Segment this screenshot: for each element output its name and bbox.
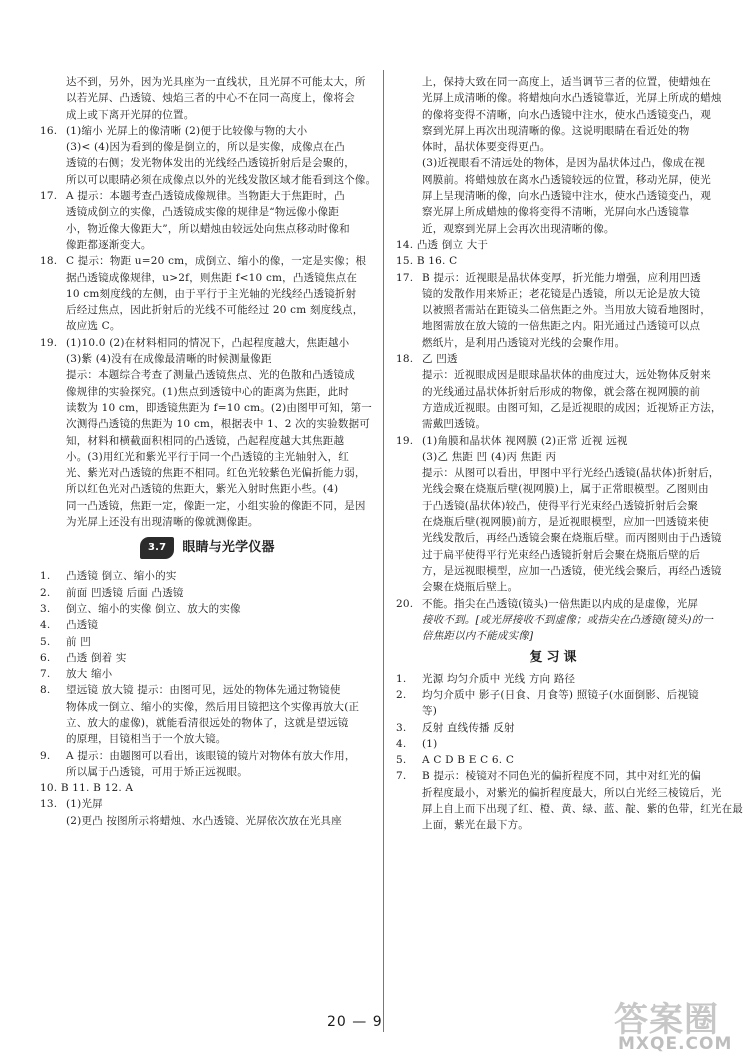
answer-1: 1. 凸透镜 倒立、缩小的实 <box>40 570 177 583</box>
answer-7: 7. 放大 缩小 <box>40 668 113 681</box>
answer-17-right: 17. B 提示：近视眼是晶状体变厚，折光能力增强，应利用凹透 镜的发散作用来矫正；老花镜是凸透镜，所以无论是放大镜 以被照者需站在距镜头二倍焦距之外。当用放大镜看地图时， 地图需放在放大镜的一倍焦距之内。阳光通过凸透镜可以点 燃纸片，是利用凸透镜对光线的会聚作用。 <box>396 271 711 349</box>
answer-20: 20. 不能。指尖在凸透镜(镜头)一倍焦距以内成的是虚像，光屏 接收不到。[或光屏接收不到虚像；或指尖在凸透镜(镜头)的一 倍焦距以内不能成实像] <box>396 597 714 643</box>
answer-2: 2. 前面 凹透镜 后面 凸透镜 <box>40 586 184 599</box>
site-watermark <box>604 992 736 1056</box>
continued-text: 达不到，另外，因为光具座为一直线状，且光屏不可能太大，所 以若光屏、凸透镜、烛焰三者的中心不在同一高度上，像将会 成上或下离开光屏的位置。 <box>66 76 366 121</box>
answer-18: 18. C 提示：物距 u=20 cm，成倒立、缩小的像，一定是实像；根 据凸透镜成像规律，u>2f，则焦距 f<10 cm，凸透镜焦点在 10 cm刻度线的左侧，由于平行于主光轴的光线经凸透镜折射 后经过焦点，因此折射后的光线不可能经过 20 cm 刻度线点， 故应选 C。 <box>40 255 367 333</box>
right-column <box>396 74 743 834</box>
answer-18-right: 18. 乙 凹透 提示：近视眼成因是眼球晶状体的曲度过大，远处物体反射来 的光线通过晶状体折射后形成的物像，就会落在视网膜的前 方造成近视眼。由图可知，乙是近视眼的成因；近视矫正方法， 需戴凹透镜。 <box>396 353 722 431</box>
answers-15-16: 15. B 16. C <box>396 255 458 268</box>
review-answer-1: 1. 光源 均匀介质中 光线 方向 路径 <box>396 672 576 685</box>
review-answer-2: 2. 均匀介质中 影子(日食、月食等) 照镜子(水面倒影、后视镜 等) <box>396 688 699 718</box>
answer-4: 4. 凸透镜 <box>40 619 99 632</box>
answer-6: 6. 凸透 倒着 实 <box>40 651 127 664</box>
continued-text-13: 上，保持大致在同一高度上，适当调节三者的位置，使蜡烛在 光屏上成清晰的像。将蜡烛向水凸透镜靠近，光屏上所成的蜡烛 的像将变得不清晰，向水凸透镜中注水，使水凸透镜变凸，观 察到光屏上再次出现清晰的像。这说明眼睛在看近处的物 体时，晶状体要变得更凸。 (3)近视眼看不清远处的物体，是因为晶状体过凸，像成在视 网膜前。将蜡烛放在离水凸透镜较远的位置，移动光屏，使光 屏上呈现清晰的像，向水凸透镜中注水，使水凸透镜变凸，观 察光屏上所成蜡烛的像将变得不清晰，光屏向水凸透镜靠 近，观察到光屏上会再次出现清晰的像。 <box>422 76 722 235</box>
review-answer-4: 4. (1) <box>396 737 438 750</box>
answer-8: 8. 望远镜 放大镜 提示：由图可见，远处的物体先通过物镜使 物体成一倒立、缩小的实像，然后用目镜把这个实像再放大(正 立、放大的虚像)，就能看清很远处的物体了，这就是望远镜 的原理，目镜相当于一个放大镜。 <box>40 684 360 746</box>
answer-16: 16. (1)缩小 光屏上的像清晰 (2)便于比较像与物的大小 (3)< (4)因为看到的像是倒立的，所以是实像，成像点在凸 透镜的右侧；发光物体发出的光线经凸透镜折射后是会聚的， 所以可以眼睛必须在成像点以外的光线发散区域才能看到这个像。 <box>40 124 377 186</box>
answer-3: 3. 倒立、缩小的实像 倒立、放大的实像 <box>40 602 241 615</box>
section-heading <box>140 536 368 560</box>
answer-13: 13. (1)光屏 (2)更凸 按图所示将蜡烛、水凸透镜、光屏依次放在光具座 <box>40 798 342 827</box>
answer-17: 17. A 提示：本题考查凸透镜成像规律。当物距大于焦距时，凸 透镜成倒立的实像，凸透镜成实像的规律是“物远像小像距 小，物近像大像距大”，所以蜡烛由较远处向焦点移动时像和 像距都逐渐变大。 <box>40 190 350 251</box>
answer-19-right: 19. (1)角膜和晶状体 视网膜 (2)正常 近视 远视 (3)乙 焦距 凹 (4)丙 焦距 丙 提示：从图可以看出，甲图中平行光经凸透镜(晶状体)折射后， 光线会聚在烧瓶后壁(视网膜)上，属于正常眼模型。乙图则由 于凸透镜(晶状体)较凸，使得平行光束经凸透镜折射后会聚 在烧瓶后壁(视网膜)前方，是近视眼模型，应加一凹透镜来使 光线发散后，再经凸透镜会聚在烧瓶后壁。而丙图则由于凸透镜 过于扁平使得平行光束经凸透镜折射后会聚在烧瓶后壁的后 方，是远视眼模型，应加一凸透镜，使光线会聚后，再经凸透镜 会聚在烧瓶后壁上。 <box>396 434 722 594</box>
answer-14: 14. 凸透 倒立 大于 <box>396 238 489 251</box>
watermark-url: MXQE.COM <box>618 1034 733 1054</box>
section-number-badge: 3.7 <box>140 537 174 559</box>
page-number: 20 — 9 <box>327 1014 383 1030</box>
review-section-title: 复习课 <box>529 650 581 666</box>
left-column <box>40 74 377 829</box>
review-answer-7: 7. B 提示：棱镜对不同色光的偏折程度不同，其中对红光的偏 折程度最小，对紫光的偏折程度最大，所以白光经三棱镜后，光 屏上自上而下出现了红、橙、黄、绿、蓝、靛、紫的色带，红光在最 上面，紫光在最下方。 <box>396 770 743 832</box>
answer-9: 9. A 提示：由题图可以看出，该眼镜的镜片对物体有放大作用， 所以属于凸透镜，可用于矫正远视眼。 <box>40 749 356 778</box>
section-title: 眼睛与光学仪器 <box>182 540 275 556</box>
answer-19: 19. (1)10.0 (2)在材料相同的情况下，凸起程度越大，焦距越小 (3)紫 (4)没有在成像最清晰的时候测量像距 提示：本题综合考查了测量凸透镜焦点、光的色散和凸透镜成 像规律的实验探究。(1)焦点到透镜中心的距离为焦距，此时 读数为 10 cm，即透镜焦距为 f=10 cm。(2)由图甲可知，第一 次测得凸透镜的焦距为 10 cm，根据表中 1、2 次的实验数据可 知，材料和横截面积相同的凸透镜，凸起程度越大其焦距越 小。(3)用红光和紫光平行于同一个凸透镜的主光轴射入，红 光、紫光对凸透镜的焦距不相同。红色光较紫色光偏折能力弱， 所以红色光对凸透镜的焦距大，紫光入射时焦距小些。(4) 同一凸透镜，焦距一定，像距一定，小组实验的像距不同，是因 为光屏上还没有出现清晰的像就测像距。 <box>40 336 373 529</box>
answers-10-12: 10. B 11. B 12. A <box>40 782 134 795</box>
watermark-logo-text: 答案圈 <box>614 1000 719 1040</box>
review-answer-3: 3. 反射 直线传播 反射 <box>396 721 515 734</box>
review-answer-5: 5. A C D B E C 6. C <box>396 754 515 767</box>
column-divider <box>383 70 384 1032</box>
answer-5: 5. 前 凹 <box>40 635 91 648</box>
